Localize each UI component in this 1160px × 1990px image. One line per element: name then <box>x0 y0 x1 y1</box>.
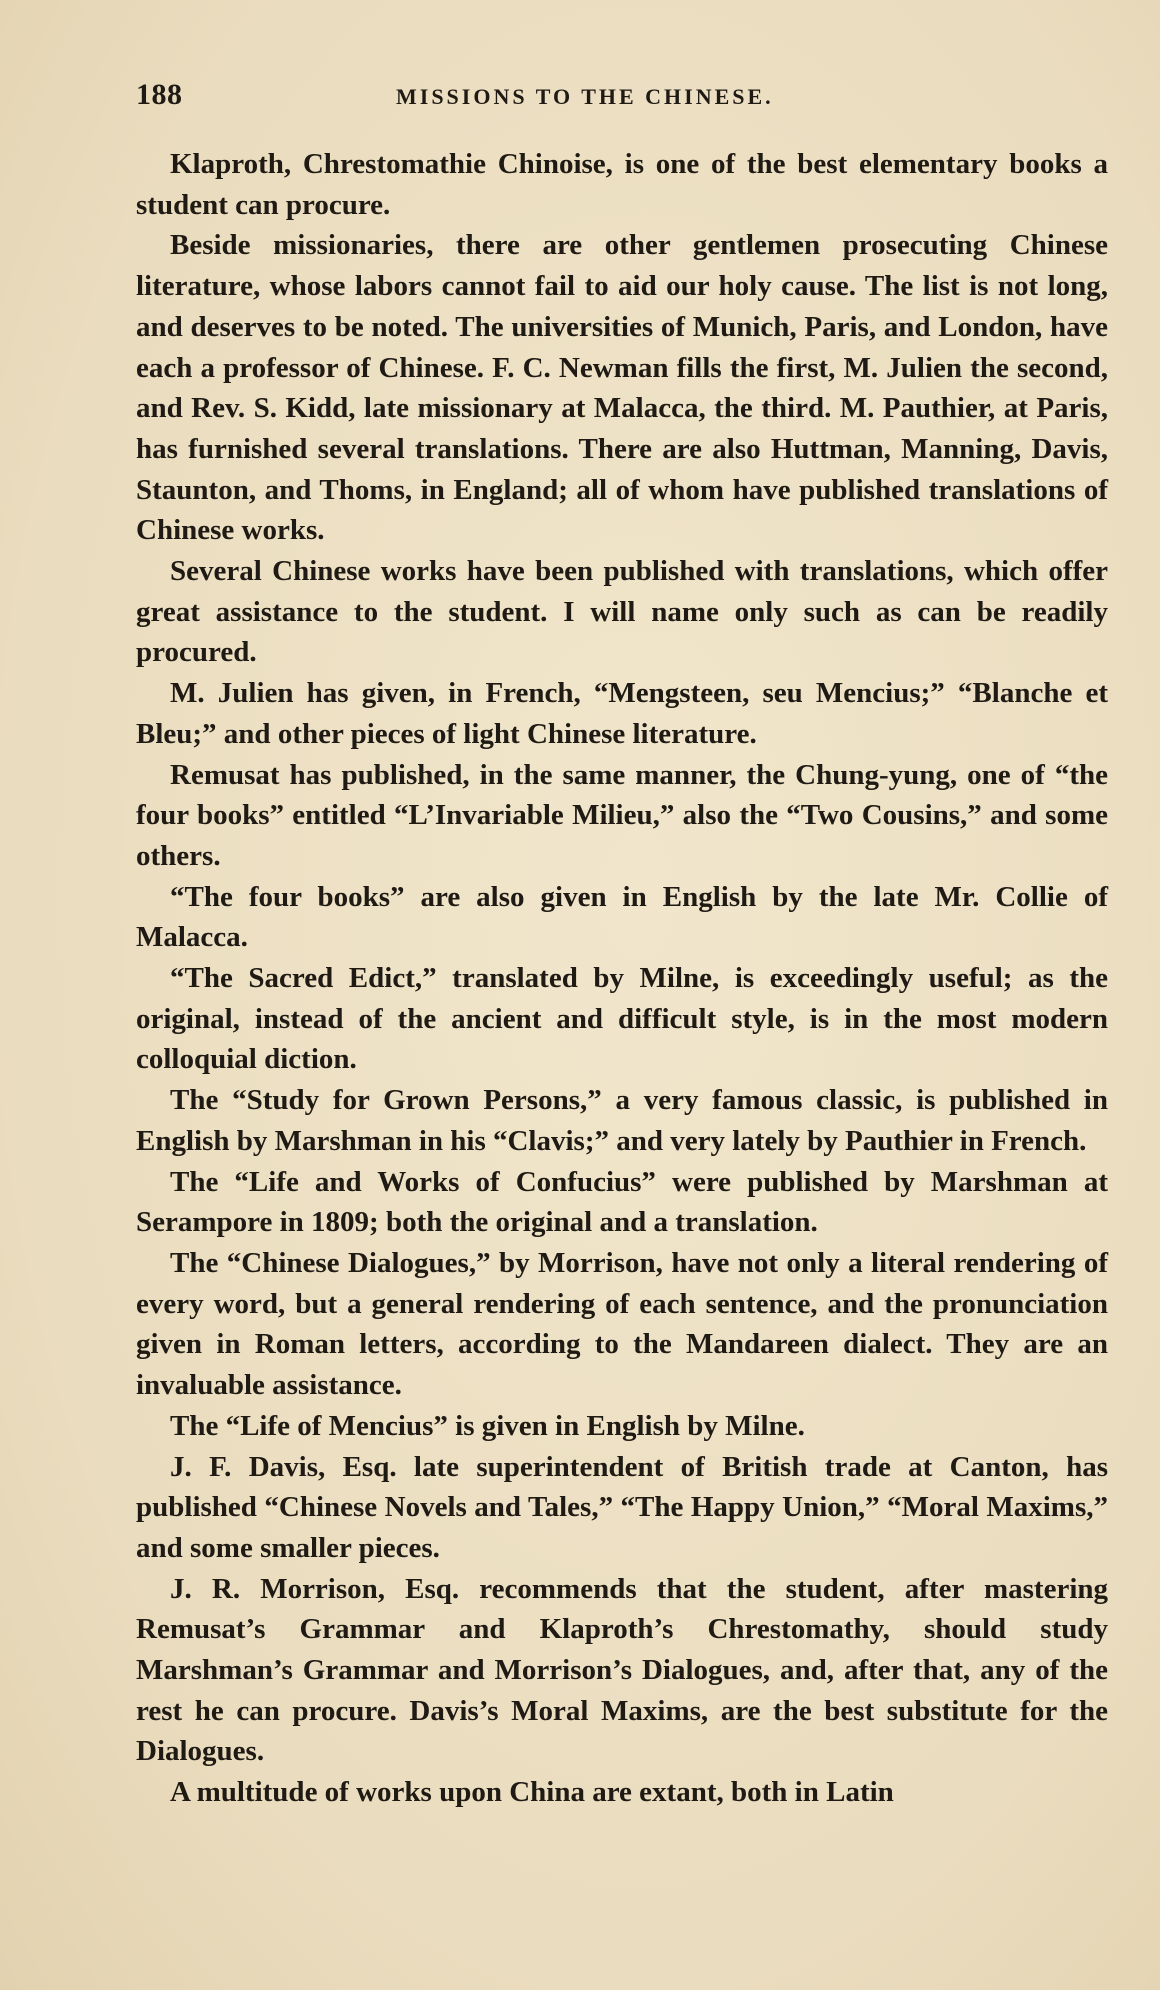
paragraph: M. Julien has given, in French, “Mengsteen, seu Mencius;” “Blanche et Bleu;” and other pieces of light Chinese literature. <box>136 677 1108 750</box>
paragraph: “The Sacred Edict,” translated by Milne, is exceedingly useful; as the original, instead of the ancient and difficult style, is in the most modern colloquial diction. <box>136 962 1108 1076</box>
paragraph: Several Chinese works have been published with translations, which offer great assistance to the student. I will name only such as can be readily procured. <box>136 555 1108 669</box>
paragraph: The “Life of Mencius” is given in English by Milne. <box>170 1409 805 1442</box>
paragraph: J. R. Morrison, Esq. recommends that the student, after mastering Remusat’s Grammar and Klaproth’s Chrestomathy, should study Marshman’s Grammar and Morrison’s Dialogues, and, after that, any of the rest he can procure. Davis’s Moral Maxims, are the best substitute for the Dialogues. <box>136 1572 1108 1768</box>
paragraph: “The four books” are also given in English by the late Mr. Collie of Malacca. <box>136 880 1108 954</box>
running-head: MISSIONS TO THE CHINESE. <box>396 84 774 109</box>
body-text <box>136 144 1108 1813</box>
paragraph: Klaproth, Chrestomathie Chinoise, is one of the best elementary books a student can procure. <box>136 148 1108 221</box>
paragraph: The “Chinese Dialogues,” by Morrison, have not only a literal rendering of every word, but a general rendering of each sentence, and the pronunciation given in Roman letters, according to the Mandareen dialect. They are an invaluable assistance. <box>136 1246 1108 1402</box>
paragraph: Beside missionaries, there are other gentlemen prosecuting Chinese literature, whose labors cannot fail to aid our holy cause. The list is not long, and deserves to be noted. The universities of Munich, Paris, and London, have each a professor of Chinese. F. C. Newman fills the first, M. Julien the second, and Rev. S. Kidd, late missionary at Malacca, the third. M. Pauthier, at Paris, has furnished several translations. There are also Huttman, Manning, Davis, Staunton, and Thoms, in England; all of whom have published translations of Chinese works. <box>136 229 1108 547</box>
page-header <box>136 78 1106 118</box>
paragraph: Remusat has published, in the same manner, the Chung-yung, one of “the four books” entitled “L’Invariable Milieu,” also the “Two Cousins,” and some others. <box>136 758 1108 872</box>
paragraph: The “Study for Grown Persons,” a very famous classic, is published in English by Marshman in his “Clavis;” and very lately by Pauthier in French. <box>136 1084 1108 1157</box>
paragraph: A multitude of works upon China are extant, both in Latin <box>170 1776 894 1809</box>
page-number: 188 <box>136 78 183 111</box>
paragraph: J. F. Davis, Esq. late superintendent of British trade at Canton, has published “Chinese Novels and Tales,” “The Happy Union,” “Moral Maxims,” and some smaller pieces. <box>136 1450 1108 1564</box>
paragraph: The “Life and Works of Confucius” were published by Marshman at Serampore in 1809; both the original and a translation. <box>136 1165 1108 1239</box>
